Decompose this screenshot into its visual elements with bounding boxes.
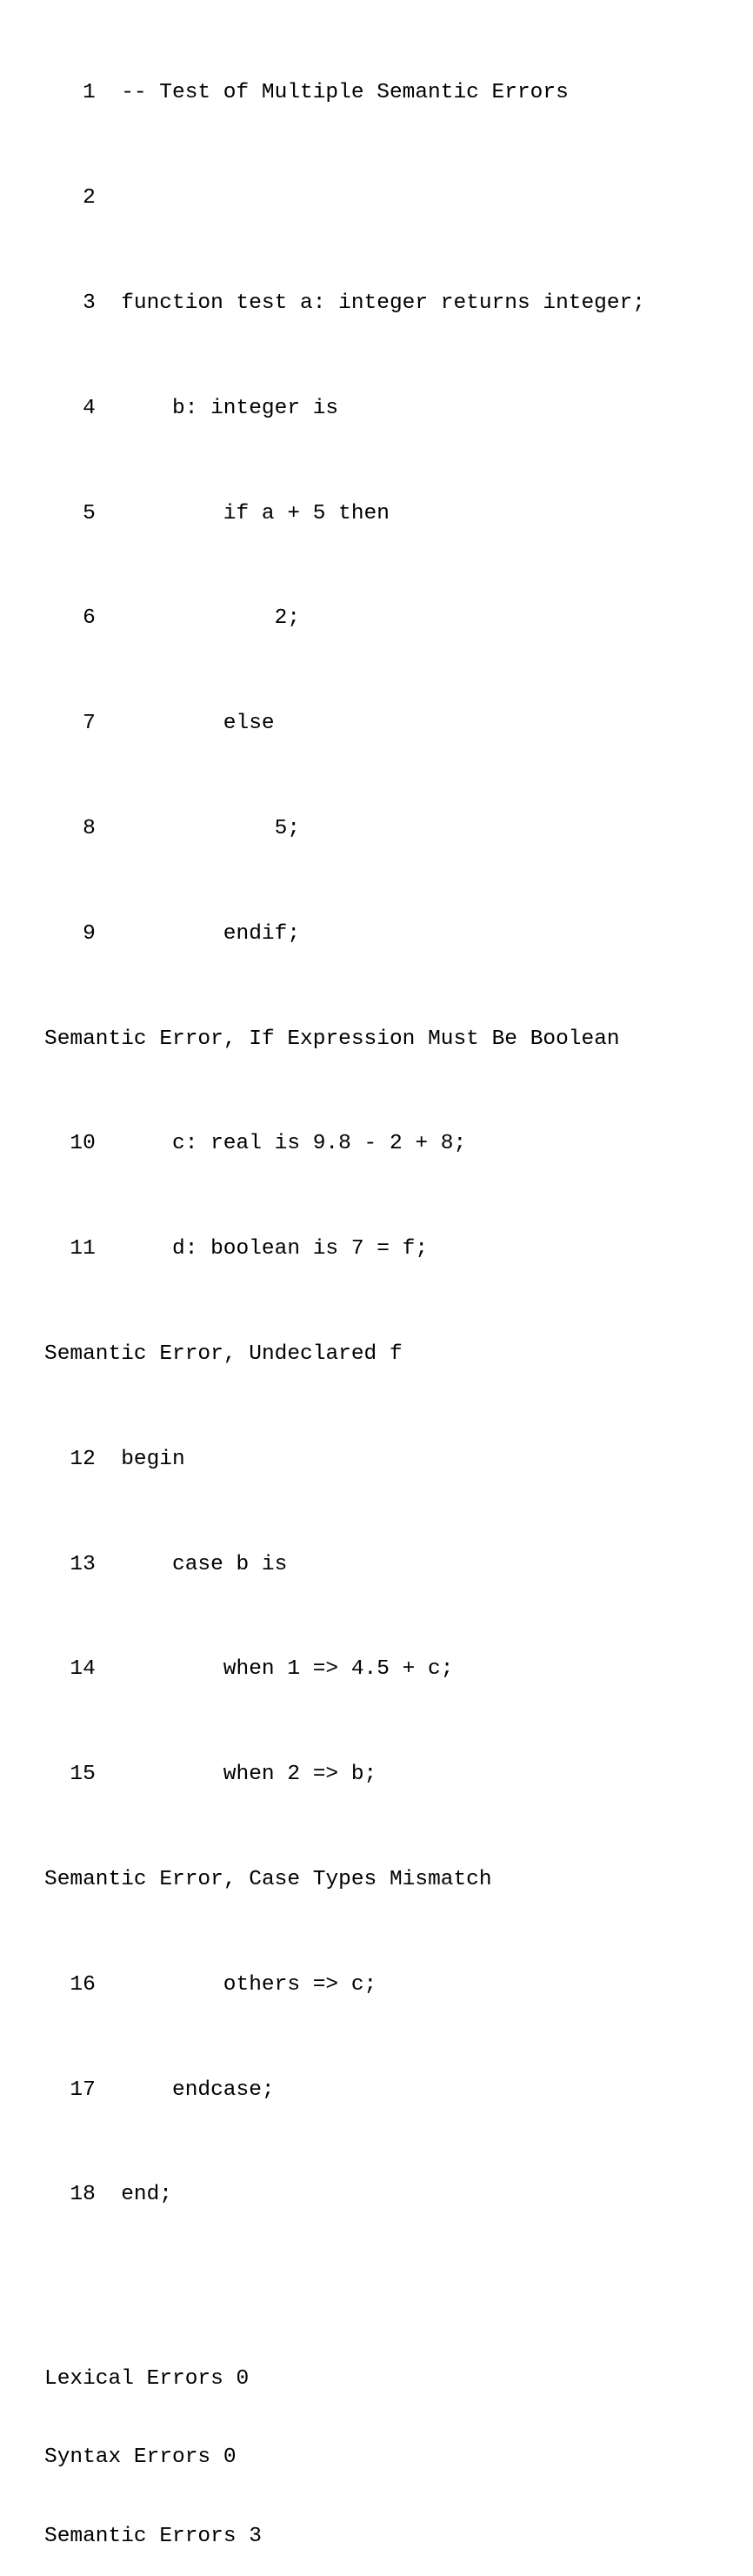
source-line <box>44 1447 645 1473</box>
line-number: 9 <box>83 921 96 946</box>
error-message <box>44 1867 645 1893</box>
compilation-listing <box>44 28 645 2576</box>
line-number: 4 <box>83 396 96 420</box>
error-text: Semantic Error, If Expression Must Be Boolean <box>44 1027 620 1051</box>
line-number: 13 <box>70 1552 96 1576</box>
line-number: 8 <box>83 816 96 840</box>
blank-line <box>44 2287 645 2313</box>
source-code: else <box>121 712 275 736</box>
source-line <box>44 1972 645 1998</box>
line-number: 5 <box>83 501 96 525</box>
source-line <box>44 816 645 842</box>
source-line <box>44 501 645 527</box>
line-number: 12 <box>70 1447 96 1471</box>
source-line <box>44 2078 645 2104</box>
error-message <box>44 1027 645 1053</box>
line-number: 11 <box>70 1237 96 1261</box>
line-number: 6 <box>83 606 96 631</box>
source-code: endif; <box>121 921 301 946</box>
source-line <box>44 1656 645 1683</box>
source-code: 2; <box>121 606 301 631</box>
source-code: b: integer is <box>121 396 339 420</box>
source-line <box>44 1552 645 1578</box>
source-line <box>44 2182 645 2208</box>
line-number: 14 <box>70 1657 96 1682</box>
source-line <box>44 1131 645 1157</box>
source-code: when 1 => 4.5 + c; <box>121 1657 454 1682</box>
source-code: -- Test of Multiple Semantic Errors <box>121 81 569 105</box>
source-code: function test a: integer returns integer; <box>121 291 645 315</box>
source-line <box>44 1236 645 1262</box>
source-code: d: boolean is 7 = f; <box>121 1237 429 1261</box>
source-code: 5; <box>121 816 301 840</box>
line-number: 15 <box>70 1763 96 1787</box>
syntax-errors-summary: Syntax Errors 0 <box>44 2446 237 2470</box>
source-line <box>44 921 645 947</box>
source-code: when 2 => b; <box>121 1763 377 1787</box>
line-number: 10 <box>70 1132 96 1156</box>
source-line <box>44 80 645 106</box>
error-text: Semantic Error, Undeclared f <box>44 1342 403 1366</box>
line-number: 7 <box>83 712 96 736</box>
source-line <box>44 606 645 632</box>
source-code: c: real is 9.8 - 2 + 8; <box>121 1132 467 1156</box>
source-code: endcase; <box>121 2078 275 2102</box>
source-line <box>44 291 645 317</box>
source-code: if a + 5 then <box>121 501 390 525</box>
source-line <box>44 185 645 211</box>
source-line <box>44 1762 645 1788</box>
source-code: end; <box>121 2183 172 2207</box>
source-line <box>44 396 645 422</box>
error-text: Semantic Error, Case Types Mismatch <box>44 1867 492 1891</box>
line-number: 3 <box>83 291 96 315</box>
lexical-errors-summary: Lexical Errors 0 <box>44 2366 250 2391</box>
source-code: begin <box>121 1447 185 1471</box>
source-line <box>44 711 645 737</box>
line-number: 2 <box>83 186 96 211</box>
line-number: 16 <box>70 1972 96 1997</box>
source-code: others => c; <box>121 1972 377 1997</box>
error-message <box>44 1342 645 1368</box>
line-number: 1 <box>83 81 96 105</box>
semantic-errors-summary: Semantic Errors 3 <box>44 2524 262 2548</box>
line-number: 17 <box>70 2078 96 2102</box>
source-code: case b is <box>121 1552 288 1576</box>
line-number: 18 <box>70 2183 96 2207</box>
